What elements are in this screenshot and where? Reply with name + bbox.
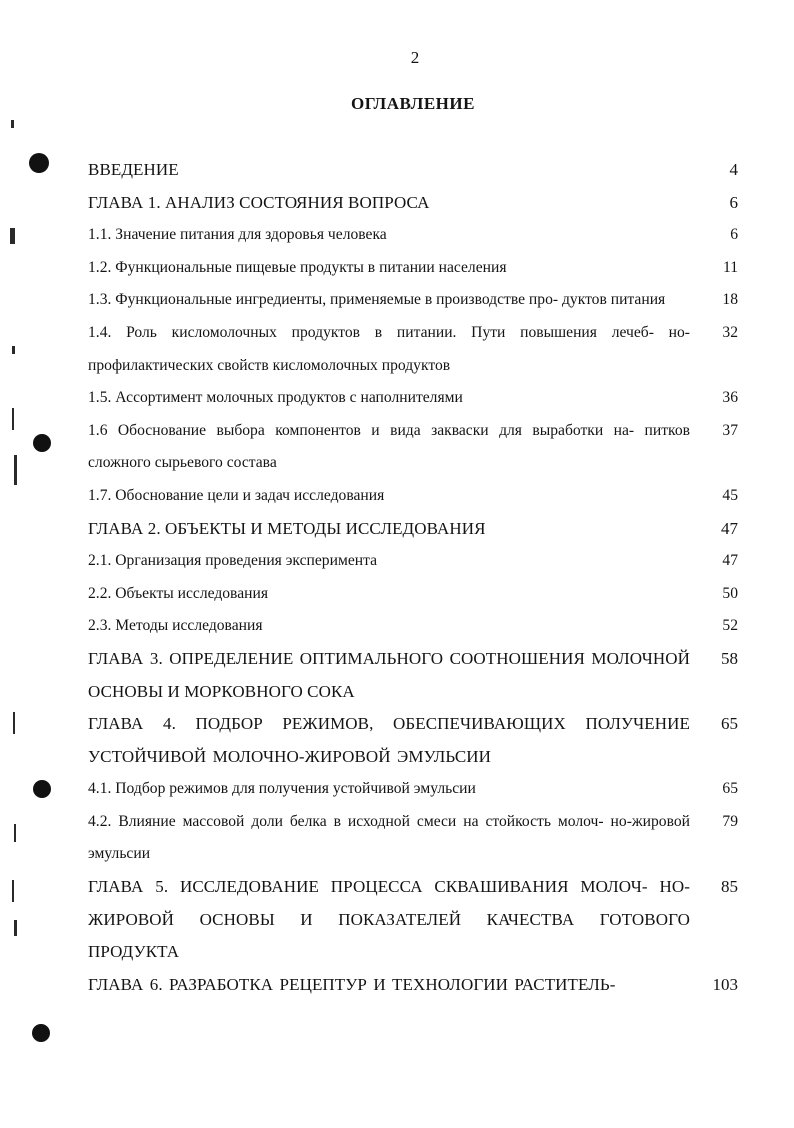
toc-entry-title: 4.2. Влияние массовой доли белка в исходной смеси на стойкость молоч- но-жировой эмульсии	[88, 812, 690, 863]
scan-mark	[12, 880, 14, 902]
toc-entry-page: 45	[722, 486, 738, 504]
table-of-contents	[88, 154, 738, 1001]
scan-mark	[12, 408, 14, 430]
toc-section-entry	[88, 773, 738, 806]
page-number: 2	[410, 48, 420, 67]
scan-mark	[10, 228, 15, 244]
scan-mark	[13, 712, 15, 734]
toc-entry-page: 47	[722, 552, 738, 570]
toc-entry-title: 4.1. Подбор режимов для получения устойчивой эмульсии	[88, 780, 476, 798]
binder-hole	[32, 1024, 50, 1042]
toc-section-entry	[88, 806, 738, 871]
toc-entry-title: ГЛАВА 4. ПОДБОР РЕЖИМОВ, ОБЕСПЕЧИВАЮЩИХ ПОЛУЧЕНИЕ УСТОЙЧИВОЙ МОЛОЧНО-ЖИРОВОЙ ЭМУЛЬСИИ	[88, 714, 690, 766]
binder-hole	[33, 434, 51, 452]
toc-entry-page: 79	[722, 812, 738, 830]
toc-chapter-entry	[88, 871, 738, 969]
toc-entry-page: 36	[722, 389, 738, 407]
toc-entry-page: 6	[729, 192, 738, 212]
toc-entry-page: 58	[721, 648, 738, 668]
toc-entry-page: 65	[722, 780, 738, 798]
toc-chapter-entry	[88, 708, 738, 773]
toc-entry-title: 1.2. Функциональные пищевые продукты в питании населения	[88, 258, 507, 276]
toc-entry-title: ГЛАВА 6. РАЗРАБОТКА РЕЦЕПТУР И ТЕХНОЛОГИИ РАСТИТЕЛЬ-	[88, 974, 616, 994]
toc-entry-page: 32	[722, 323, 738, 341]
toc-section-entry	[88, 578, 738, 611]
toc-entry-title: 2.3. Методы исследования	[88, 617, 263, 635]
toc-entry-page: 11	[722, 258, 738, 276]
scan-mark	[14, 920, 17, 936]
toc-entry-title: 1.3. Функциональные ингредиенты, применяемые в производстве про- дуктов питания	[88, 291, 666, 309]
toc-entry-page: 85	[721, 877, 738, 897]
toc-entry-title: 1.6 Обоснование выбора компонентов и вида закваски для выработки на- питков сложного сырьевого состава	[88, 421, 690, 472]
scan-mark	[12, 346, 15, 354]
page-title: ОГЛАВЛЕНИЕ	[351, 94, 475, 113]
toc-entry-page: 103	[712, 974, 738, 994]
toc-entry-title: 1.7. Обоснование цели и задач исследования	[88, 486, 385, 504]
toc-entry-title: ГЛАВА 2. ОБЪЕКТЫ И МЕТОДЫ ИССЛЕДОВАНИЯ	[88, 518, 486, 538]
toc-section-entry	[88, 415, 738, 480]
toc-entry-page: 37	[722, 421, 738, 439]
toc-chapter-entry	[88, 643, 738, 708]
toc-chapter-entry	[88, 154, 738, 187]
toc-section-entry	[88, 480, 738, 513]
toc-chapter-entry	[88, 969, 738, 1002]
toc-entry-title: 1.4. Роль кисломолочных продуктов в питании. Пути повышения лечеб- но-профилактических свойств кисломолочных продуктов	[88, 323, 690, 374]
toc-section-entry	[88, 545, 738, 578]
toc-entry-title: 2.1. Организация проведения эксперимента	[88, 552, 378, 570]
toc-chapter-entry	[88, 513, 738, 546]
toc-entry-page: 18	[722, 291, 738, 309]
toc-entry-page: 4	[729, 160, 738, 179]
toc-entry-title: ГЛАВА 5. ИССЛЕДОВАНИЕ ПРОЦЕССА СКВАШИВАНИЯ МОЛОЧ- НО-ЖИРОВОЙ ОСНОВЫ И ПОКАЗАТЕЛЕЙ КАЧЕСТВА ГОТОВОГО ПРОДУКТА	[88, 877, 690, 962]
toc-entry-page: 47	[721, 518, 738, 538]
toc-entry-title: ВВЕДЕНИЕ	[88, 160, 179, 179]
toc-entry-title: 2.2. Объекты исследования	[88, 584, 268, 602]
toc-entry-title: ГЛАВА 3. ОПРЕДЕЛЕНИЕ ОПТИМАЛЬНОГО СООТНОШЕНИЯ МОЛОЧНОЙ ОСНОВЫ И МОРКОВНОГО СОКА	[88, 648, 690, 701]
toc-section-entry	[88, 252, 738, 285]
toc-entry-title: ГЛАВА 1. АНАЛИЗ СОСТОЯНИЯ ВОПРОСА	[88, 192, 430, 212]
toc-entry-page: 65	[721, 714, 738, 734]
toc-entry-title: 1.5. Ассортимент молочных продуктов с наполнителями	[88, 389, 463, 407]
binder-hole	[33, 780, 51, 798]
toc-section-entry	[88, 219, 738, 252]
toc-entry-title: 1.1. Значение питания для здоровья человека	[88, 226, 387, 244]
toc-entry-page: 6	[730, 226, 738, 244]
scan-mark	[11, 120, 14, 128]
toc-section-entry	[88, 382, 738, 415]
toc-section-entry	[88, 284, 738, 317]
toc-entry-page: 52	[722, 617, 738, 635]
toc-chapter-entry	[88, 187, 738, 220]
toc-entry-page: 50	[722, 584, 738, 602]
toc-section-entry	[88, 317, 738, 382]
scan-mark	[14, 455, 17, 485]
scan-mark	[14, 824, 16, 842]
binder-hole	[29, 153, 49, 173]
toc-section-entry	[88, 610, 738, 643]
